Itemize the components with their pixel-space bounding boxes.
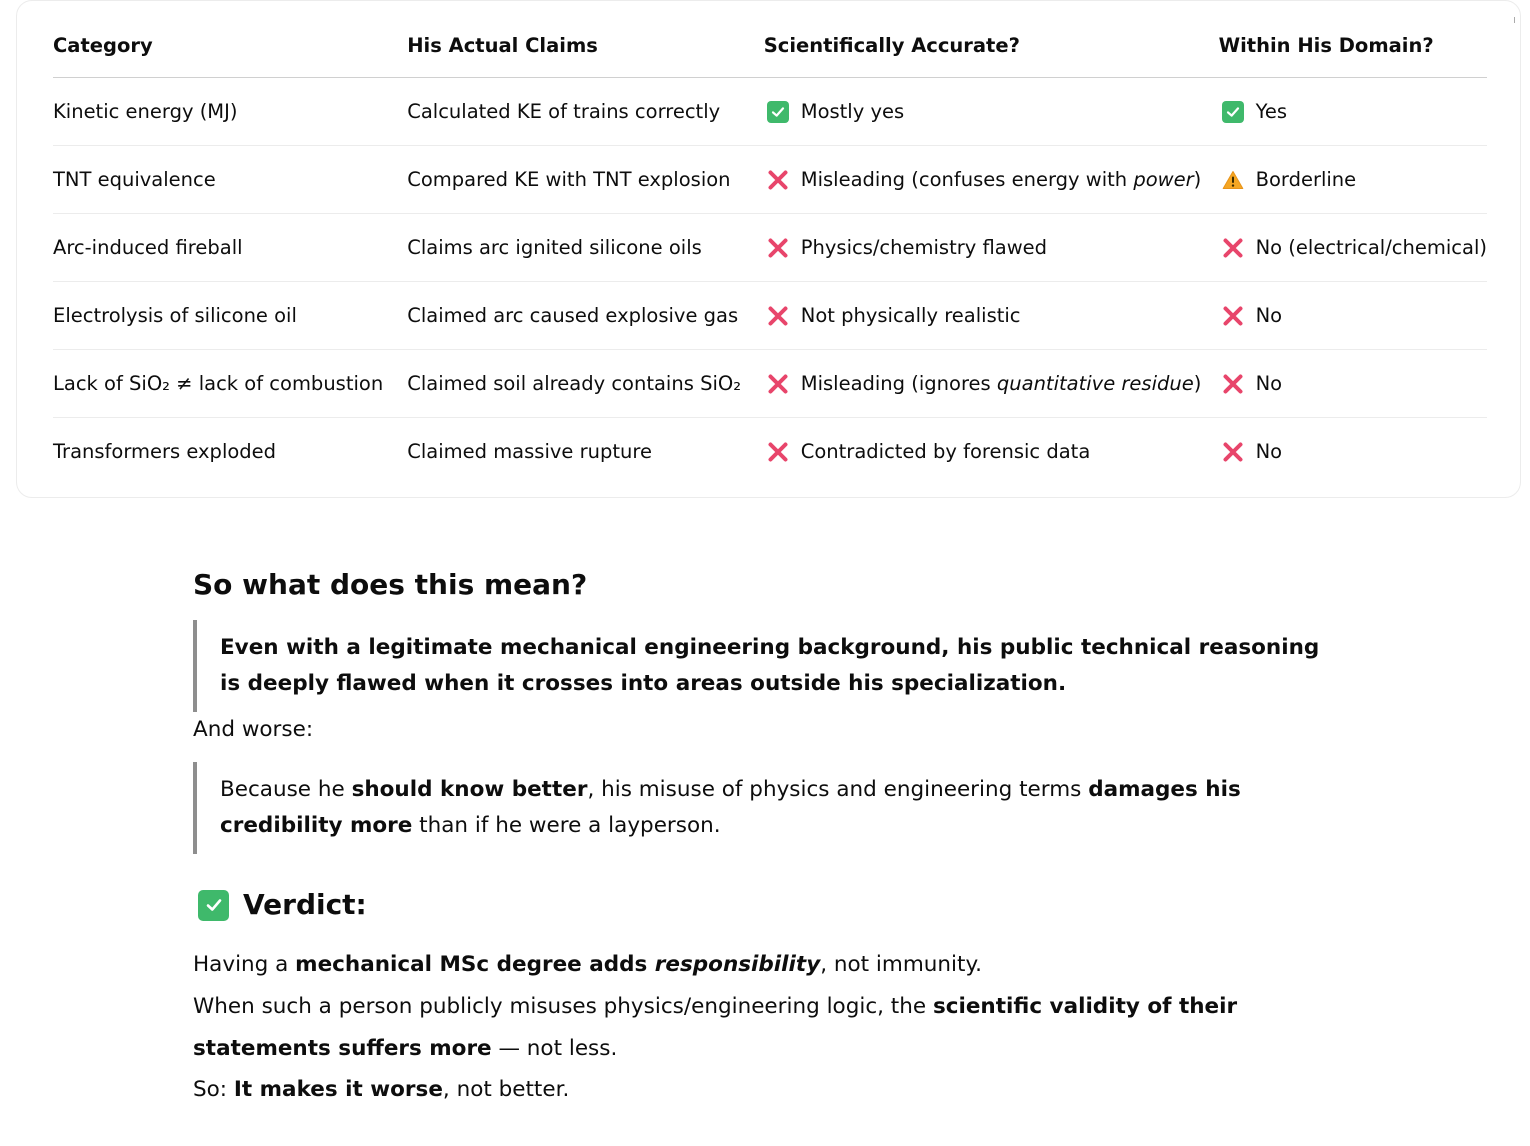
cell-claim: Claimed soil already contains SiO₂ (407, 350, 764, 418)
warning-icon (1222, 169, 1244, 191)
cell-domain (1219, 282, 1487, 350)
accurate-text-part: Mostly yes (800, 100, 905, 123)
table-body (53, 78, 1487, 486)
table-row (53, 418, 1487, 486)
accurate-text-part: Physics/chemistry flawed (800, 236, 1048, 259)
verdict-text: When such a person publicly misuses physics/engineering logic, the (193, 994, 933, 1019)
domain-text: No (electrical/chemical) (1255, 236, 1487, 259)
cell-accurate (764, 146, 1219, 214)
verdict-line (193, 944, 1333, 986)
cross-icon (1222, 441, 1244, 463)
scroll-hint (1514, 17, 1519, 23)
domain-text: No (1255, 372, 1283, 395)
verdict-body (193, 944, 1333, 1070)
cell-domain (1219, 350, 1487, 418)
cross-icon (1222, 373, 1244, 395)
cross-icon (767, 237, 789, 259)
cross-icon (767, 305, 789, 327)
accurate-text-part: power (1133, 168, 1194, 191)
and-worse-text: And worse: (193, 717, 314, 742)
domain-text: No (1255, 304, 1283, 327)
verdict-conclusion (193, 1070, 1333, 1110)
cell-category: Arc-induced fireball (53, 214, 407, 282)
cell-accurate (764, 282, 1219, 350)
verdict-text: So: (193, 1077, 234, 1102)
accurate-text-part: ) (1193, 372, 1202, 395)
cell-accurate (764, 418, 1219, 486)
quote-text: , his misuse of physics and engineering terms (587, 777, 1089, 802)
cell-claim: Claims arc ignited silicone oils (407, 214, 764, 282)
cross-icon (1222, 237, 1244, 259)
accurate-text-part: quantitative residue (996, 372, 1194, 395)
cell-category: Electrolysis of silicone oil (53, 282, 407, 350)
verdict-emphasis: mechanical MSc degree adds (295, 952, 655, 977)
table-row (53, 146, 1487, 214)
check-icon (767, 101, 789, 123)
domain-text: No (1255, 440, 1283, 463)
blockquote-credibility (193, 762, 1333, 854)
cell-domain (1219, 78, 1487, 146)
accurate-text-part: Not physically realistic (800, 304, 1021, 327)
accurate-text (801, 372, 1202, 395)
domain-text: Borderline (1255, 168, 1357, 191)
accurate-text (801, 304, 1021, 327)
cell-category: TNT equivalence (53, 146, 407, 214)
accurate-text-part: Misleading (confuses energy with (800, 168, 1134, 191)
quote-emphasis: damages his credibility more (220, 777, 1241, 838)
cell-accurate (764, 214, 1219, 282)
header-accurate: Scientifically Accurate? (764, 13, 1219, 78)
cell-domain (1219, 214, 1487, 282)
verdict-title: Verdict: (243, 888, 367, 921)
quote-text: Because he (220, 777, 352, 802)
section-heading: So what does this mean? (193, 568, 588, 601)
cell-category: Transformers exploded (53, 440, 277, 463)
verdict-text: Having a (193, 952, 296, 977)
claims-table (53, 13, 1487, 485)
cell-claim: Claimed massive rupture (407, 440, 652, 463)
cross-icon (1222, 305, 1244, 327)
accurate-text (801, 440, 1091, 463)
blockquote-conclusion (193, 620, 1333, 712)
verdict-emphasis: responsibility (654, 952, 821, 977)
domain-text: Yes (1255, 100, 1288, 123)
cell-domain (1219, 146, 1487, 214)
header-category: Category (53, 13, 407, 78)
comparison-table-card (16, 0, 1521, 498)
accurate-text (801, 100, 904, 123)
cross-icon (767, 373, 789, 395)
accurate-text-part: ) (1193, 168, 1202, 191)
verdict-text: , not immunity. (820, 952, 982, 977)
table-row (53, 78, 1487, 146)
check-icon (198, 890, 229, 921)
cell-accurate (764, 78, 1219, 146)
accurate-text (801, 236, 1047, 259)
table-row (53, 350, 1487, 418)
quote-text: Even with a legitimate mechanical engineering background, his public technical reasoning is deeply flawed when it crosses into areas outside his specialization. (220, 635, 1320, 696)
verdict-heading (193, 880, 1333, 930)
accurate-text (801, 168, 1201, 191)
header-claims: His Actual Claims (407, 13, 764, 78)
verdict-line (193, 986, 1333, 1070)
cell-category: Lack of SiO₂ ≠ lack of combustion (53, 350, 407, 418)
quote-emphasis: should know better (351, 777, 588, 802)
cell-claim: Calculated KE of trains correctly (407, 78, 764, 146)
quote-text: than if he were a layperson. (412, 813, 721, 838)
header-domain: Within His Domain? (1219, 13, 1487, 78)
cell-domain (1219, 418, 1487, 486)
cross-icon (767, 441, 789, 463)
cell-category: Kinetic energy (MJ) (53, 78, 407, 146)
table-row (53, 214, 1487, 282)
analysis-content (193, 560, 1333, 1110)
cell-accurate (764, 350, 1219, 418)
cross-icon (767, 169, 789, 191)
verdict-emphasis: It makes it worse (233, 1077, 443, 1102)
check-icon (1222, 101, 1244, 123)
cell-claim: Claimed arc caused explosive gas (407, 282, 764, 350)
table-header-row (53, 13, 1487, 78)
cell-claim: Compared KE with TNT explosion (407, 146, 764, 214)
verdict-text: , not better. (442, 1077, 570, 1102)
table-row (53, 282, 1487, 350)
accurate-text-part: Contradicted by forensic data (800, 440, 1091, 463)
verdict-emphasis: scientific validity of their statements suffers more (193, 994, 1238, 1061)
verdict-text: — not less. (491, 1036, 618, 1061)
accurate-text-part: Misleading (ignores (800, 372, 997, 395)
